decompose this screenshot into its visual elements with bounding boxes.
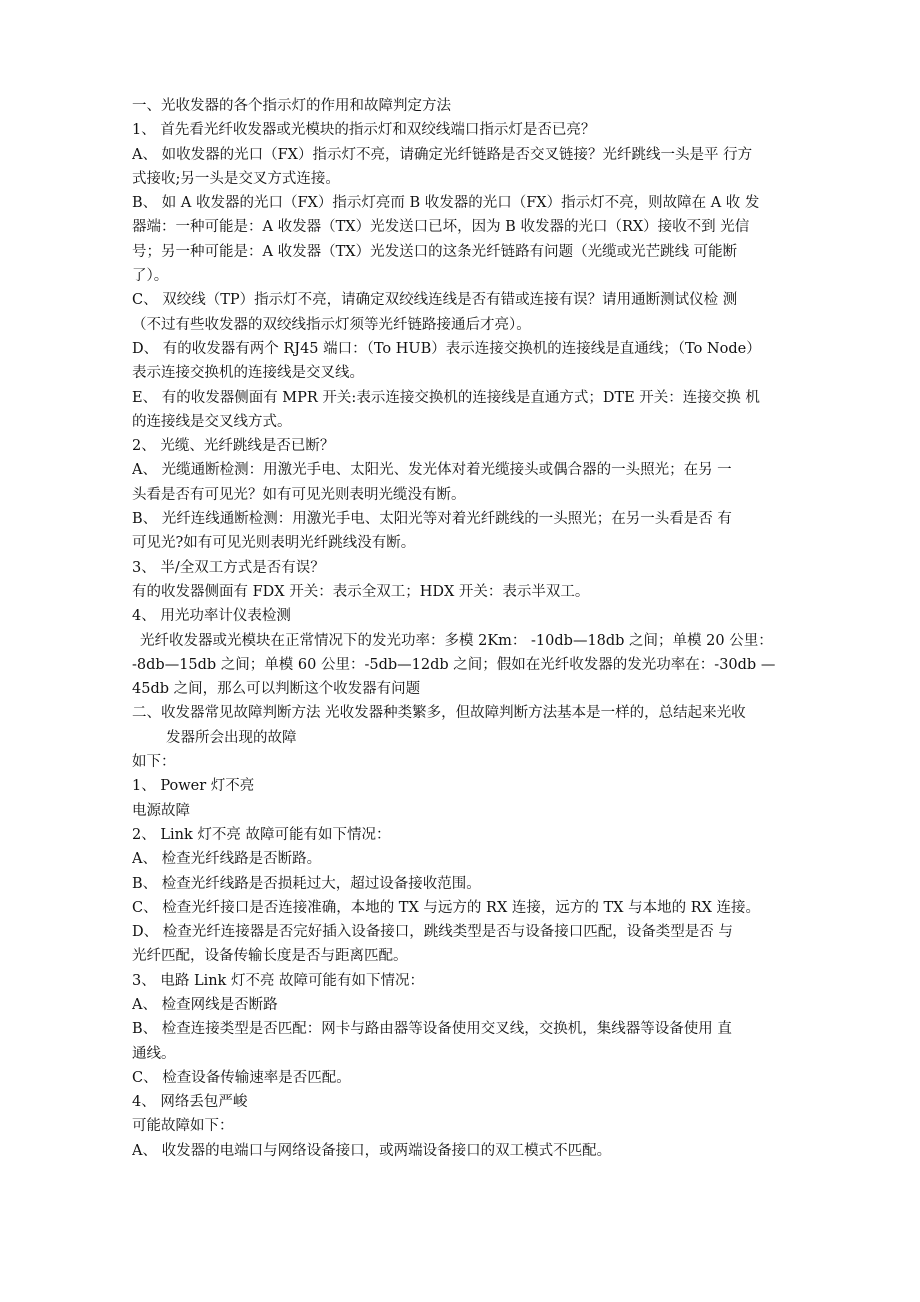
paragraph-line: 4、 用光功率计仪表检测 <box>132 608 291 625</box>
paragraph-line: D、 有的收发器有两个 RJ45 端口：（To HUB）表示连接交换机的连接线是直通线；（To Node） <box>132 340 761 357</box>
paragraph-line: 表示连接交换机的连接线是交叉线。 <box>132 365 364 382</box>
document-body <box>132 94 792 1163</box>
paragraph-line: A、 检查光纤线路是否断路。 <box>132 851 322 868</box>
paragraph-line: C、 检查光纤接口是否连接准确，本地的 TX 与远方的 RX 连接，远方的 TX 与本地的 RX 连接。 <box>132 899 761 916</box>
paragraph-line: 光纤匹配，设备传输长度是否与距离匹配。 <box>132 948 408 965</box>
paragraph-line: C、 检查设备传输速率是否匹配。 <box>132 1069 351 1086</box>
paragraph-line: 的连接线是交叉线方式。 <box>132 413 292 430</box>
paragraph-line: 器端：一种可能是：A 收发器（TX）光发送口已坏，因为 B 收发器的光口（RX）接收不到 光信 <box>132 219 750 236</box>
paragraph-line: 2、 光缆、光纤跳线是否已断？ <box>132 438 335 455</box>
paragraph-line: 1、 Power 灯不亮 <box>132 778 255 795</box>
paragraph-line: 可能故障如下： <box>132 1118 234 1135</box>
paragraph-line: 1、 首先看光纤收发器或光模块的指示灯和双绞线端口指示灯是否已亮？ <box>132 122 596 139</box>
paragraph-line: 号；另一种可能是：A 收发器（TX）光发送口的这条光纤链路有问题（光缆或光芒跳线 可能断 <box>132 243 738 260</box>
paragraph-line: B、 光纤连线通断检测：用激光手电、太阳光等对着光纤跳线的一头照光；在另一头看是否 有 <box>132 511 732 528</box>
paragraph-line: D、 检查光纤连接器是否完好插入设备接口，跳线类型是否与设备接口匹配，设备类型是否 与 <box>132 924 733 941</box>
paragraph-line: 有的收发器侧面有 FDX 开关：表示全双工；HDX 开关：表示半双工。 <box>132 583 590 600</box>
section-heading: 一、光收发器的各个指示灯的作用和故障判定方法 <box>132 98 451 114</box>
paragraph-line: 3、 电路 Link 灯不亮 故障可能有如下情况： <box>132 972 425 989</box>
paragraph-line: 头看是否有可见光？如有可见光则表明光缆没有断。 <box>132 486 466 503</box>
paragraph-line: 通线。 <box>132 1045 176 1062</box>
paragraph-line: 2、 Link 灯不亮 故障可能有如下情况： <box>132 826 391 843</box>
paragraph-line: A、 检查网线是否断路 <box>132 996 278 1013</box>
paragraph-line: B、 如 A 收发器的光口（FX）指示灯亮而 B 收发器的光口（FX）指示灯不亮，则故障在 A 收 发 <box>132 195 760 212</box>
paragraph-line: C、 双绞线（TP）指示灯不亮，请确定双绞线连线是否有错或连接有误？请用通断测试仪检 测 <box>132 292 738 309</box>
paragraph-line: （不过有些收发器的双绞线指示灯须等光纤链路接通后才亮）。 <box>132 316 531 333</box>
section-heading: 二、收发器常见故障判断方法 光收发器种类繁多，但故障判断方法基本是一样的，总结起来光收 <box>132 705 746 722</box>
paragraph-line: A、 收发器的电端口与网络设备接口，或两端设备接口的双工模式不匹配。 <box>132 1142 612 1159</box>
paragraph-line: 式接收;另一头是交叉方式连接。 <box>132 170 340 187</box>
paragraph-line: A、 如收发器的光口（FX）指示灯不亮，请确定光纤链路是否交叉链接？光纤跳线一头是平 行方 <box>132 146 753 163</box>
paragraph-line: B、 检查连接类型是否匹配：网卡与路由器等设备使用交叉线，交换机，集线器等设备使用 直 <box>132 1021 732 1038</box>
paragraph-line: A、 光缆通断检测：用激光手电、太阳光、发光体对着光缆接头或偶合器的一头照光；在另 一 <box>132 462 732 479</box>
paragraph-line: E、 有的收发器侧面有 MPR 开关:表示连接交换机的连接线是直通方式；DTE 开关：连接交换 机 <box>132 389 760 406</box>
paragraph-line: 光纤收发器或光模块在正常情况下的发光功率：多模 2Km： -10db—18db 之间；单模 20 公里： <box>140 632 773 649</box>
paragraph-line: 了）。 <box>132 268 169 285</box>
paragraph-line: B、 检查光纤线路是否损耗过大，超过设备接收范围。 <box>132 875 481 892</box>
paragraph-line: 4、 网络丢包严峻 <box>132 1094 248 1111</box>
paragraph-line: 电源故障 <box>132 802 190 819</box>
paragraph-line: 可见光?如有可见光则表明光纤跳线没有断。 <box>132 535 416 552</box>
paragraph-line: 45db 之间，那么可以判断这个收发器有问题 <box>132 681 421 698</box>
paragraph-line: 3、 半/全双工方式是否有误？ <box>132 559 325 576</box>
paragraph-line: -8db—15db 之间；单模 60 公里：-5db—12db 之间；假如在光纤收发器的发光功率在：-30db — <box>132 656 776 673</box>
section-heading-continuation: 发器所会出现的故障 <box>166 729 297 746</box>
paragraph-line: 如下： <box>132 754 176 771</box>
